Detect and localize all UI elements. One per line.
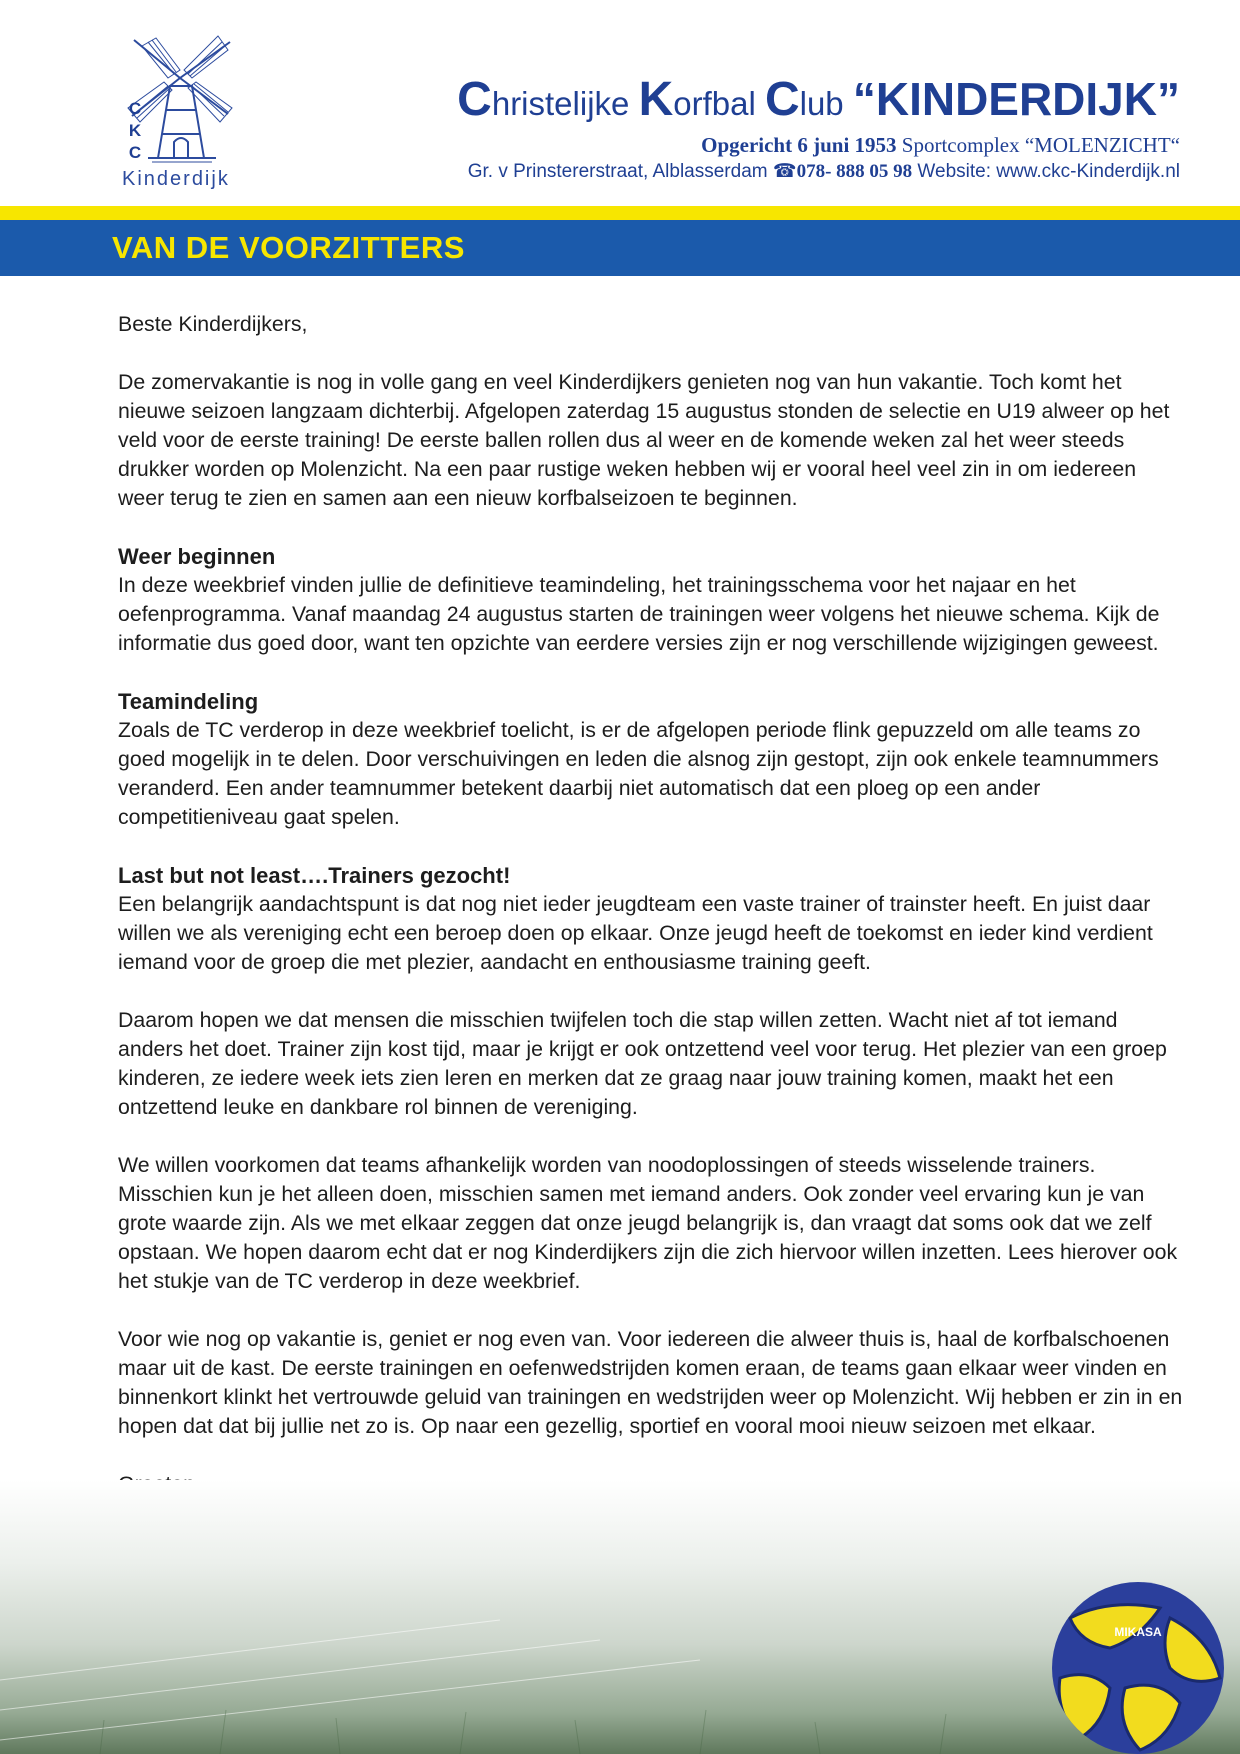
ball-brand: MIKASA [1114,1625,1162,1639]
logo-letter: C [128,143,142,162]
phone-number: 078- 888 05 98 [796,161,913,182]
logo-letter: K [128,121,142,140]
title-word: lub [799,85,853,122]
logo-letters [124,98,146,164]
logo-letter: C [128,99,142,118]
founded-line [701,133,1180,158]
section-heading: Last but not least….Trainers gezocht! [118,863,511,888]
title-initial: K [638,73,674,126]
phone-icon: ☎ [772,161,797,182]
address: Gr. v Prinstererstraat, Alblasserdam [467,161,773,182]
contact-line [468,160,1180,183]
sports-complex: Sportcomplex “MOLENZICHT“ [896,133,1180,157]
logo-name: Kinderdijk [122,168,230,190]
club-name: “KINDERDIJK” [852,73,1180,125]
paragraph: Een belangrijk aandachtspunt is dat nog niet ieder jeugdteam een vaste trainer of trainster heeft. En juist daar willen we als vereniging echt een beroep doen op elkaar. Onze jeugd heeft de toekomst en ieder kind verdient iemand voor de groep die met plezier, aandacht en enthousiasme training geeft. [118,892,1153,974]
title-word: hristelijke [491,85,639,122]
paragraph: Zoals de TC verderop in deze weekbrief toelicht, is er de afgelopen periode flink gepuzzeld om alle teams zo goed mogelijk in te delen. Door verschuivingen en leden die alsnog zijn gestopt, zijn ook enkele teamnummers veranderd. Een ander teamnummer betekent daarbij niet automatisch dat een ploeg op een ander competitieniveau gaat spelen. [118,718,1159,829]
paragraph: Daarom hopen we dat mensen die misschien twijfelen toch die stap willen zetten. Wacht niet af tot iemand anders het doet. Trainer zijn kost tijd, maar je krijgt er ook ontzettend veel voor terug. Het plezier van een groep kinderen, ze iedere week iets zien leren en merken dat ze graag naar jouw training komen, maakt het een ontzettend leuke en dankbare rol binnen de vereniging. [118,1008,1167,1119]
greeting: Beste Kinderdijkers, [118,312,308,336]
website: Website: www.ckc-Kinderdijk.nl [912,161,1180,182]
paragraph: We willen voorkomen dat teams afhankelijk worden van noodoplossingen of steeds wisselende trainers. Misschien kun je het alleen doen, misschien samen met iemand anders. Ook zonder veel ervaring kun je van grote waarde zijn. Als we met elkaar zeggen dat onze jeugd belangrijk is, dan vraagt dat soms ook dat we zelf opstaan. We hopen daarom echt dat er nog Kinderdijkers zijn die zich hiervoor willen inzetten. Lees hierover ook het stukje van de TC verderop in deze weekbrief. [118,1153,1178,1293]
club-title [457,72,1180,127]
letter-body [118,310,1188,1528]
section-heading: Teamindeling [118,689,259,714]
intro-paragraph: De zomervakantie is nog in volle gang en veel Kinderdijkers genieten nog van hun vakantie. Toch komt het nieuwe seizoen langzaam dichterbij. Afgelopen zaterdag 15 augustus stonden de selectie en U19 alweer op het veld voor de eerste training! De eerste ballen rollen dus al weer en de komende weken zal het weer steeds drukker worden op Molenzicht. Na een paar rustige weken hebben wij er vooral heel veel zin in om iedereen weer terug te zien en samen aan een nieuw korfbalseizoen te beginnen. [118,370,1170,510]
paragraph: In deze weekbrief vinden jullie de definitieve teamindeling, het trainingsschema voor het najaar en het oefenprogramma. Vanaf maandag 24 augustus starten de trainingen weer volgens het nieuwe schema. Kijk de informatie dus goed door, want ten opzichte van eerdere versies zijn er nog verschillende wijzigingen geweest. [118,573,1160,655]
club-logo [112,30,262,200]
paragraph: Voor wie nog op vakantie is, geniet er nog even van. Voor iedereen die alweer thuis is, haal de korfbalschoenen maar uit de kast. De eerste trainingen en oefenwedstrijden komen eraan, de teams gaan elkaar weer vinden en binnenkort klinkt het vertrouwde geluid van trainingen en wedstrijden weer op Molenzicht. Wij hebben er zin in en hopen dat dat bij jullie net zo is. Op naar een gezellig, sportief en vooral mooi nieuw seizoen met elkaar. [118,1327,1183,1438]
founded-date: Opgericht 6 juni 1953 [701,133,897,157]
korfball-ball-image [1050,1578,1226,1754]
section-title: VAN DE VOORZITTERS [112,230,465,265]
title-word: orfbal [673,85,765,122]
title-initial: C [457,73,492,126]
section-heading: Weer beginnen [118,544,276,569]
header-yellow-band [0,206,1240,220]
title-initial: C [764,73,800,126]
